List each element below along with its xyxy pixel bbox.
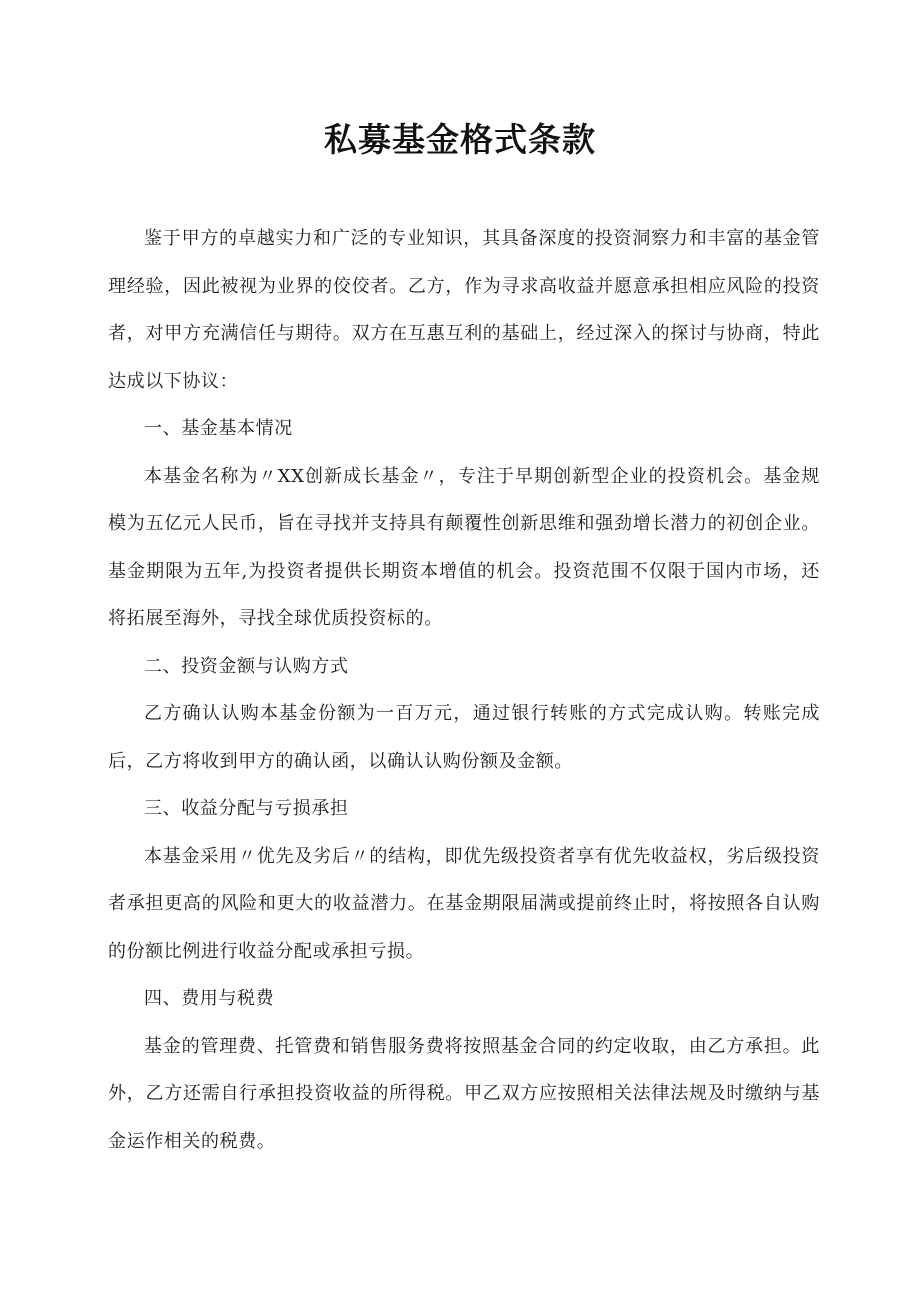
- section-paragraph-investment-amount: 乙方确认认购本基金份额为一百万元，通过银行转账的方式完成认购。转账完成后，乙方将收到甲方的确认函，以确认认购份额及金额。: [108, 703, 820, 772]
- section-paragraph-profit-distribution: 本基金采用〃优先及劣后〃的结构，即优先级投资者享有优先收益权，劣后级投资者承担更高的风险和更大的收益潜力。在基金期限届满或提前终止时，将按照各自认购的份额比例进行收益分配或承担亏损。: [108, 845, 820, 962]
- section-heading-fees-taxes: 四、费用与税费: [144, 988, 275, 1009]
- section-heading-fund-basics: 一、基金基本情况: [144, 418, 293, 439]
- section-heading-profit-distribution: 三、收益分配与亏损承担: [144, 798, 349, 819]
- document-title: 私募基金格式条款: [324, 120, 596, 159]
- section-heading-investment-amount: 二、投资金额与认购方式: [144, 655, 349, 677]
- section-paragraph-fund-basics: 本基金名称为〃XX创新成长基金〃，专注于早期创新型企业的投资机会。基金规模为五亿元人民币，旨在寻找并支持具有颠覆性创新思维和强劲增长潜力的初创企业。基金期限为五年,为投资者提供长期资本增值的机会。投资范围不仅限于国内市场，还将拓展至海外，寻找全球优质投资标的。: [108, 465, 820, 629]
- section-paragraph-fees-taxes: 基金的管理费、托管费和销售服务费将按照基金合同的约定收取，由乙方承担。此外，乙方还需自行承担投资收益的所得税。甲乙双方应按照相关法律法规及时缴纳与基金运作相关的税费。: [108, 1035, 820, 1152]
- document-body: [108, 215, 820, 1165]
- intro-paragraph: 鉴于甲方的卓越实力和广泛的专业知识，其具备深度的投资洞察力和丰富的基金管理经验，因此被视为业界的佼佼者。乙方，作为寻求高收益并愿意承担相应风险的投资者，对甲方充满信任与期待。双方在互惠互利的基础上，经过深入的探讨与协商，特此达成以下协议：: [108, 228, 820, 392]
